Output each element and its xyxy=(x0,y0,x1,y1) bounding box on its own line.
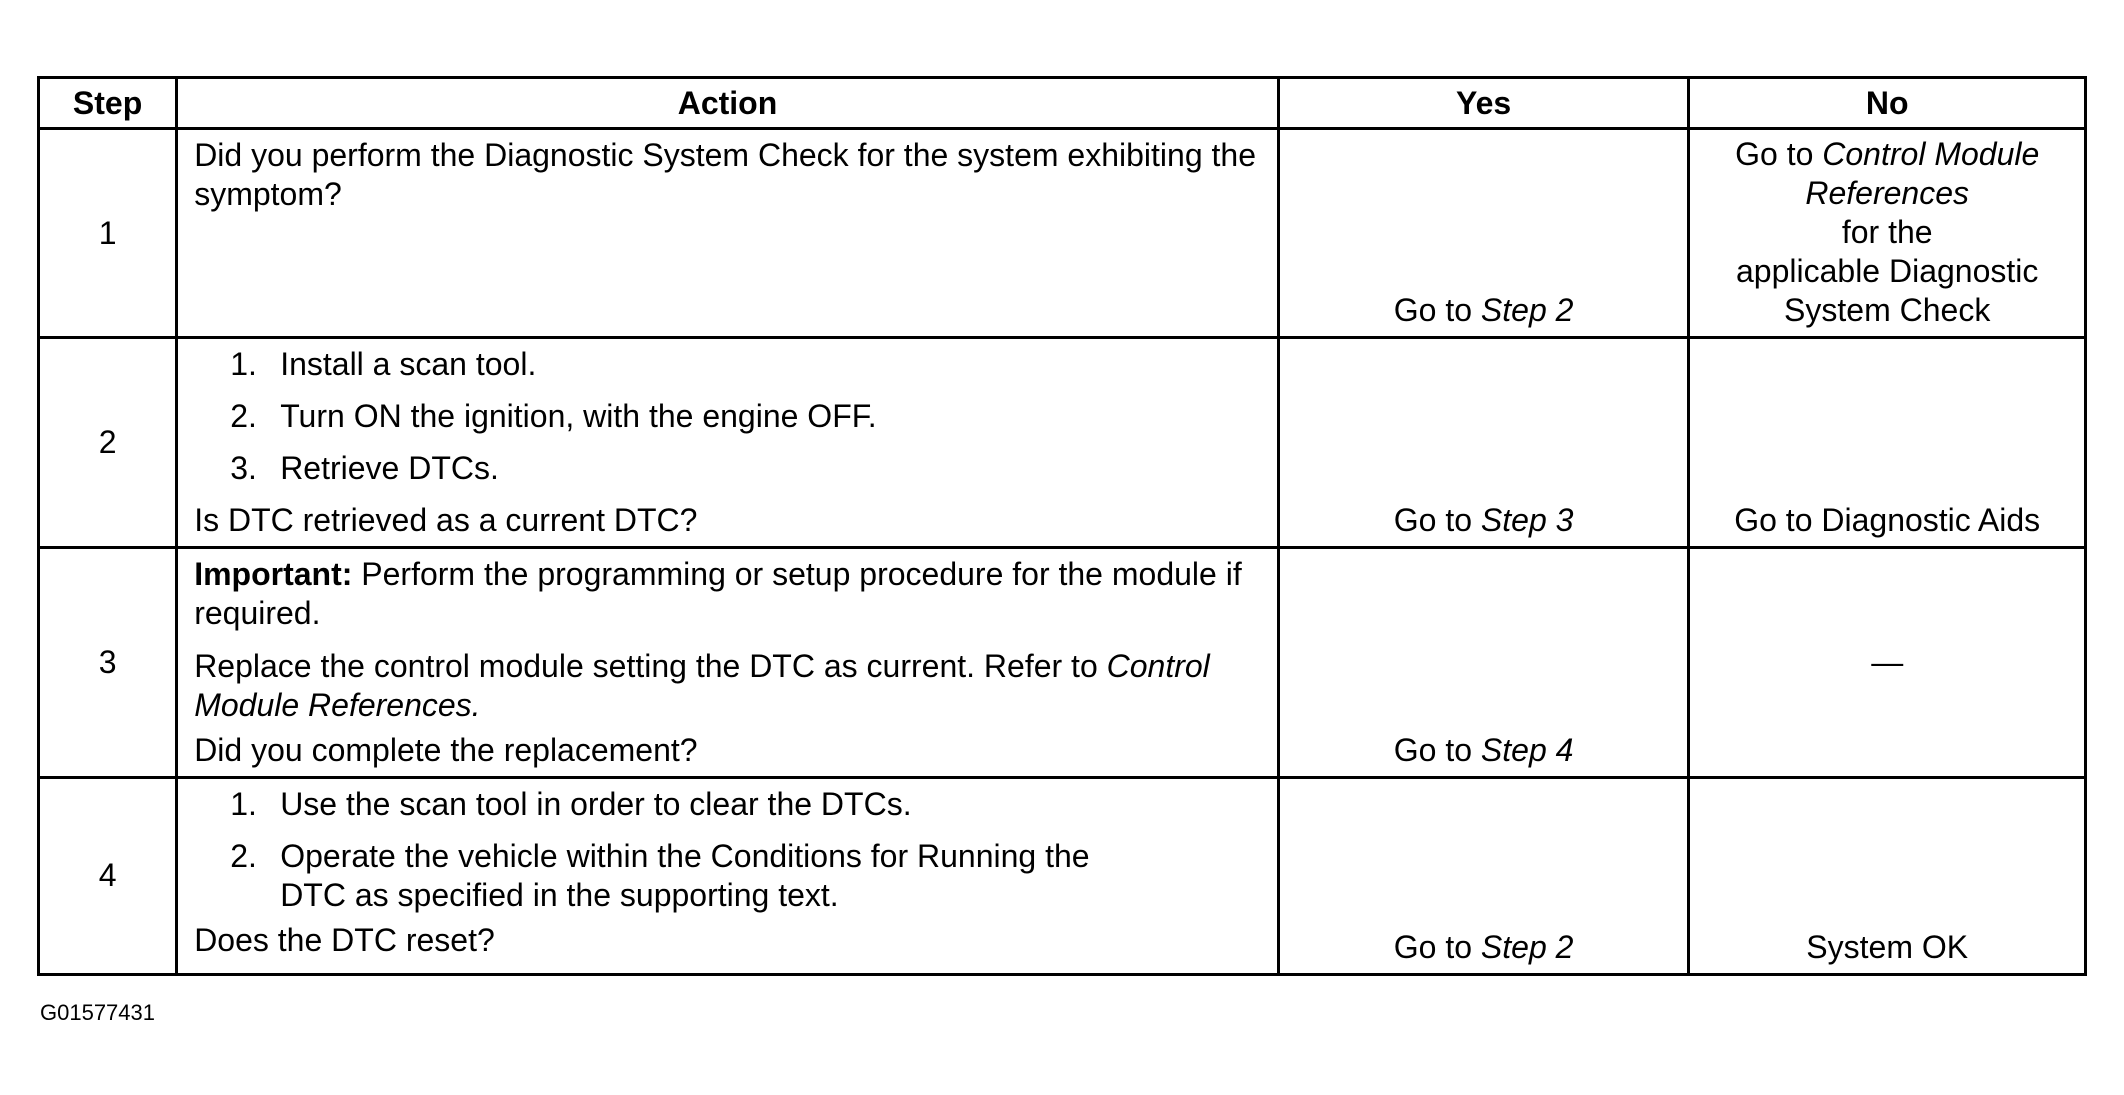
action-cell xyxy=(177,338,1279,547)
list-text: Turn ON the ignition, with the engine OFF. xyxy=(280,398,877,435)
action-question: Does the DTC reset? xyxy=(194,921,495,958)
table-row xyxy=(39,129,2086,338)
header-yes: Yes xyxy=(1278,78,1689,129)
yes-step-link[interactable]: Step 2 xyxy=(1480,929,1574,965)
yes-step-link[interactable]: Step 2 xyxy=(1480,292,1574,329)
step-number: 4 xyxy=(39,777,177,974)
list-number: 2. xyxy=(230,398,257,435)
list-item xyxy=(194,785,1261,824)
list-item xyxy=(194,449,1261,488)
action-cell xyxy=(177,129,1279,338)
yes-prefix: Go to xyxy=(1393,292,1473,329)
yes-cell xyxy=(1278,777,1689,974)
no-dash: — xyxy=(1871,643,1904,680)
list-text-continued: DTC as specified in the supporting text. xyxy=(280,876,839,913)
table-header-row xyxy=(39,78,2086,129)
header-no: No xyxy=(1689,78,2086,129)
important-label: Important: xyxy=(194,555,353,592)
list-item xyxy=(194,397,1261,436)
list-text: Install a scan tool. xyxy=(280,346,537,383)
step-number: 2 xyxy=(39,338,177,547)
replace-reference-link[interactable]: Control Module References. xyxy=(194,647,1210,723)
no-cell xyxy=(1689,129,2086,338)
list-item xyxy=(194,837,1261,915)
action-question: Did you complete the replacement? xyxy=(194,731,698,768)
no-line-4: applicable Diagnostic xyxy=(1735,253,2039,290)
list-number: 2. xyxy=(230,837,257,874)
figure-id: G01577431 xyxy=(40,1000,155,1025)
no-diagnostic-aids-link[interactable]: Go to Diagnostic Aids xyxy=(1734,501,2041,538)
action-question: Is DTC retrieved as a current DTC? xyxy=(194,502,698,539)
yes-prefix: Go to xyxy=(1393,501,1473,538)
table-row xyxy=(39,777,2086,974)
no-result: System OK xyxy=(1806,929,1969,965)
yes-prefix: Go to xyxy=(1393,929,1473,965)
header-action: Action xyxy=(177,78,1279,129)
important-note xyxy=(194,555,1261,633)
list-text: Use the scan tool in order to clear the DTCs. xyxy=(280,785,912,822)
action-cell xyxy=(177,547,1279,777)
yes-step-link[interactable]: Step 3 xyxy=(1480,501,1574,538)
list-number: 1. xyxy=(230,785,257,822)
important-text: Perform the programming or setup procedure for the module if required. xyxy=(194,555,1242,631)
action-text: Did you perform the Diagnostic System Check for the system exhibiting the symptom? xyxy=(194,137,1256,212)
yes-cell xyxy=(1278,547,1689,777)
no-reference-link[interactable]: Control Module References xyxy=(1805,136,2040,212)
replace-text: Replace the control module setting the DTC as current. Refer to xyxy=(194,647,1098,684)
table-row xyxy=(39,338,2086,547)
no-cell xyxy=(1689,338,2086,547)
list-number: 3. xyxy=(230,450,257,487)
header-step: Step xyxy=(39,78,177,129)
action-cell xyxy=(177,777,1279,974)
no-cell xyxy=(1689,777,2086,974)
diagnostic-table xyxy=(37,76,2087,976)
step-number: 1 xyxy=(39,129,177,338)
step-number: 3 xyxy=(39,547,177,777)
list-number: 1. xyxy=(230,346,257,383)
table-row xyxy=(39,547,2086,777)
no-cell xyxy=(1689,547,2086,777)
no-line-3: for the xyxy=(1841,214,1933,251)
replace-instruction xyxy=(194,647,1261,725)
yes-step-link[interactable]: Step 4 xyxy=(1480,731,1574,768)
list-item xyxy=(194,345,1261,384)
no-prefix: Go to xyxy=(1735,136,1814,173)
yes-cell xyxy=(1278,129,1689,338)
yes-prefix: Go to xyxy=(1393,731,1473,768)
yes-cell xyxy=(1278,338,1689,547)
no-line-5: System Check xyxy=(1784,292,1991,329)
list-text: Retrieve DTCs. xyxy=(280,450,499,487)
list-text: Operate the vehicle within the Conditions for Running the xyxy=(280,837,1090,874)
